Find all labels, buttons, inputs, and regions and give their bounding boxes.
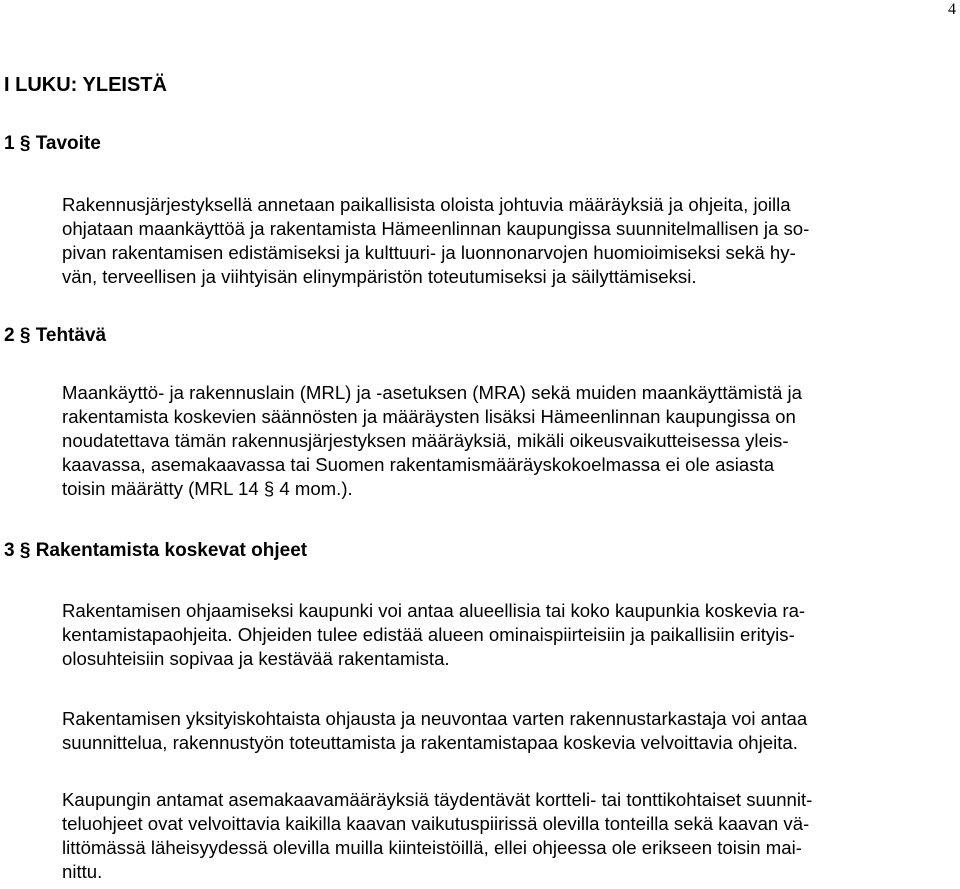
section-heading-rakentamista-koskevat-ohjeet: 3 § Rakentamista koskevat ohjeet xyxy=(4,540,308,561)
text-line: suunnittelua, rakennustyön toteuttamista ja rakentamistapaa koskevia velvoittavia ohjeita. xyxy=(62,732,798,753)
text-line: ohjataan maankäyttöä ja rakentamista Hämeenlinnan kaupungissa suunnitelmallisen ja so- xyxy=(62,218,810,239)
paragraph-tavoite xyxy=(62,193,952,289)
section-heading-tavoite: 1 § Tavoite xyxy=(4,133,101,154)
text-line: Rakentamisen yksityiskohtaista ohjausta ja neuvontaa varten rakennustarkastaja voi antaa xyxy=(62,708,808,729)
text-line: Rakennusjärjestyksellä annetaan paikallisista oloista johtuvia määräyksiä ja ohjeita, joilla xyxy=(62,194,791,215)
section-heading-tehtava: 2 § Tehtävä xyxy=(4,325,107,346)
paragraph-rakentamistapaohjeet xyxy=(62,599,952,671)
text-line: nittu. xyxy=(62,861,103,882)
text-line: noudatettava tämän rakennusjärjestyksen määräyksiä, mikäli oikeusvaikutteisessa yleis- xyxy=(62,430,789,451)
paragraph-suunnitteluohjeet xyxy=(62,788,952,884)
text-line: toisin määrätty (MRL 14 § 4 mom.). xyxy=(62,478,353,499)
text-line: Maankäyttö- ja rakennuslain (MRL) ja -asetuksen (MRA) sekä muiden maankäyttämistä ja xyxy=(62,382,802,403)
text-line: pivan rakentamisen edistämiseksi ja kulttuuri- ja luonnonarvojen huomioimiseksi sekä hy- xyxy=(62,242,796,263)
chapter-title: I LUKU: YLEISTÄ xyxy=(4,74,167,96)
text-line: littömässä läheisyydessä olevilla muilla kiinteistöillä, ellei ohjeessa ole erikseen toisin mai- xyxy=(62,837,802,858)
text-line: kentamistapaohjeita. Ohjeiden tulee edistää alueen ominaispiirteisiin ja paikallisiin erityis- xyxy=(62,624,795,645)
text-line: teluohjeet ovat velvoittavia kaikilla kaavan vaikutuspiirissä olevilla tonteilla sekä kaavan vä- xyxy=(62,813,810,834)
text-line: olosuhteisiin sopivaa ja kestävää rakentamista. xyxy=(62,648,450,669)
text-line: kaavassa, asemakaavassa tai Suomen rakentamismääräyskokoelmassa ei ole asiasta xyxy=(62,454,775,475)
text-line: Kaupungin antamat asemakaavamääräyksiä täydentävät kortteli- tai tonttikohtaiset suunnit- xyxy=(62,789,813,810)
page-number: 4 xyxy=(948,1,956,18)
text-line: rakentamista koskevien säännösten ja määräysten lisäksi Hämeenlinnan kaupungissa on xyxy=(62,406,796,427)
paragraph-yksityiskohtainen-ohjaus xyxy=(62,707,952,755)
text-line: Rakentamisen ohjaamiseksi kaupunki voi antaa alueellisia tai koko kaupunkia koskevia ra- xyxy=(62,600,806,621)
paragraph-tehtava xyxy=(62,381,952,501)
text-line: vän, terveellisen ja viihtyisän elinympäristön toteutumiseksi ja säilyttämiseksi. xyxy=(62,266,697,287)
